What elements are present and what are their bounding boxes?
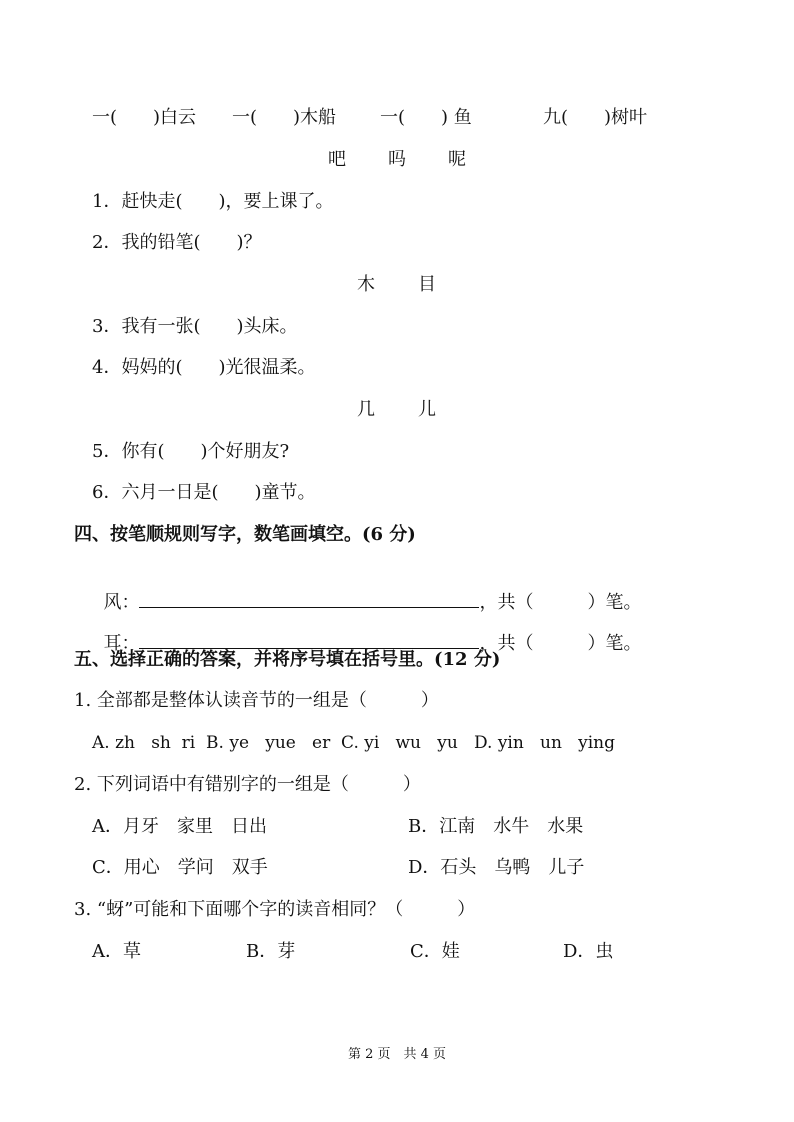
measure-item-1: 一( )白云 bbox=[92, 107, 197, 128]
measure-item-3: 一( ) 鱼 bbox=[380, 107, 472, 128]
section-5-title: 五、选择正确的答案，并将序号填在括号里。(12 分) bbox=[74, 649, 501, 670]
option-word: 木 bbox=[357, 274, 375, 295]
mc-question-3: 3. “蚜”可能和下面哪个字的读音相同？（ ） bbox=[74, 899, 476, 920]
writing-line[interactable] bbox=[139, 630, 479, 649]
stroke-count-blank: ，共（ ）笔。 bbox=[479, 592, 642, 613]
mc-question-1: 1. 全部都是整体认读音节的一组是（ ） bbox=[74, 690, 439, 711]
option-d: D．虫 bbox=[563, 941, 614, 962]
option-a: A．月牙 家里 日出 bbox=[92, 816, 267, 837]
option-c: C．娃 bbox=[410, 941, 460, 962]
option-word: 目 bbox=[418, 274, 436, 295]
char-label: 耳： bbox=[103, 633, 140, 654]
stroke-count-blank: ，共（ ）笔。 bbox=[479, 633, 642, 654]
option-c: C．用心 学问 双手 bbox=[92, 857, 268, 878]
question-2: 2．我的铅笔( )？ bbox=[92, 232, 262, 253]
question-3: 3．我有一张( )头床。 bbox=[92, 316, 298, 337]
question-6: 6．六月一日是( )童节。 bbox=[92, 482, 316, 503]
mc-options-1: A. zh sh ri B. ye yue er C. yi wu yu D. yin un ying bbox=[92, 733, 615, 753]
option-b: B．芽 bbox=[246, 941, 296, 962]
measure-item-4: 九( )树叶 bbox=[543, 107, 648, 128]
char-label: 风： bbox=[103, 592, 140, 613]
option-word: 几 bbox=[357, 399, 375, 420]
section-4-title: 四、按笔顺规则写字，数笔画填空。(6 分) bbox=[74, 524, 416, 545]
option-d: D．石头 乌鸭 儿子 bbox=[408, 857, 585, 878]
option-b: B．江南 水牛 水果 bbox=[408, 816, 584, 837]
question-1: 1．赶快走( )，要上课了。 bbox=[92, 191, 334, 212]
option-word: 呢 bbox=[448, 149, 466, 170]
option-word: 吗 bbox=[388, 149, 406, 170]
measure-item-2: 一( )木船 bbox=[232, 107, 337, 128]
option-word: 儿 bbox=[418, 399, 436, 420]
mc-question-2: 2. 下列词语中有错别字的一组是（ ） bbox=[74, 774, 421, 795]
question-4: 4．妈妈的( )光很温柔。 bbox=[92, 357, 316, 378]
option-word: 吧 bbox=[328, 149, 346, 170]
page-number: 第 2 页 共 4 页 bbox=[347, 1047, 447, 1062]
question-5: 5．你有( )个好朋友? bbox=[92, 441, 290, 462]
option-a: A．草 bbox=[92, 941, 141, 962]
